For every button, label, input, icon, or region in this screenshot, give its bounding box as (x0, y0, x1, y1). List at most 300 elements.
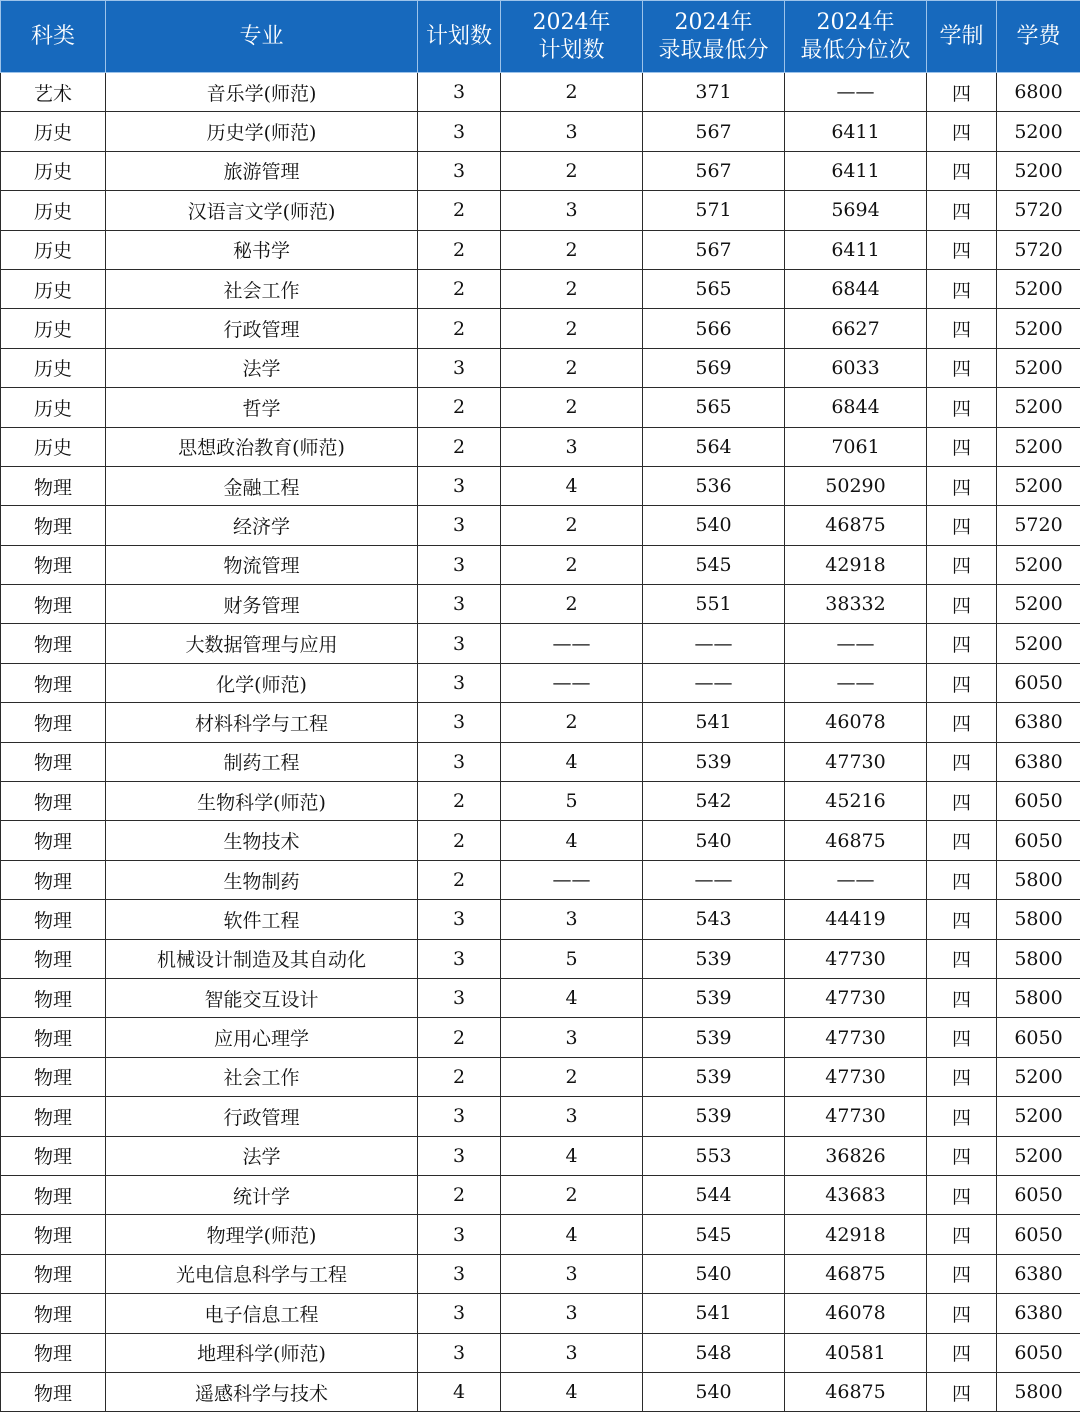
cell-category: 历史 (1, 191, 106, 230)
cell-plan-2024: 3 (501, 112, 643, 151)
cell-plan-2024: 2 (501, 1057, 643, 1096)
cell-tuition: 5200 (997, 269, 1080, 308)
cell-major: 金融工程 (106, 466, 418, 505)
cell-duration: 四 (927, 1294, 997, 1333)
table-row (1, 151, 1080, 190)
cell-min-rank-2024: 47730 (785, 742, 927, 781)
table-row (1, 73, 1080, 112)
cell-tuition: 5200 (997, 427, 1080, 466)
table-row (1, 821, 1080, 860)
cell-min-score-2024: 540 (643, 1254, 785, 1293)
cell-min-rank-2024: 42918 (785, 545, 927, 584)
cell-min-score-2024: 540 (643, 1372, 785, 1411)
cell-plan-2024: —— (501, 860, 643, 899)
cell-min-rank-2024: 47730 (785, 978, 927, 1017)
cell-tuition: 5200 (997, 151, 1080, 190)
table-row (1, 112, 1080, 151)
cell-category: 物理 (1, 742, 106, 781)
cell-plan-2024: 2 (501, 585, 643, 624)
cell-duration: 四 (927, 585, 997, 624)
cell-min-score-2024: 544 (643, 1175, 785, 1214)
cell-min-score-2024: 541 (643, 703, 785, 742)
cell-plan-count: 3 (418, 545, 501, 584)
cell-min-rank-2024: 46078 (785, 703, 927, 742)
cell-major: 应用心理学 (106, 1018, 418, 1057)
cell-category: 物理 (1, 1254, 106, 1293)
column-header-major (106, 1, 418, 73)
table-row (1, 230, 1080, 269)
table-body (1, 73, 1080, 1412)
column-header-duration (927, 1, 997, 73)
cell-major: 生物制药 (106, 860, 418, 899)
cell-min-score-2024: 548 (643, 1333, 785, 1372)
table-row (1, 782, 1080, 821)
cell-duration: 四 (927, 1333, 997, 1372)
cell-major: 生物技术 (106, 821, 418, 860)
cell-plan-count: 2 (418, 1057, 501, 1096)
cell-tuition: 5800 (997, 900, 1080, 939)
cell-plan-2024: 4 (501, 821, 643, 860)
cell-min-rank-2024: 46875 (785, 821, 927, 860)
cell-tuition: 5200 (997, 466, 1080, 505)
cell-plan-count: 3 (418, 1254, 501, 1293)
cell-category: 物理 (1, 1097, 106, 1136)
cell-category: 物理 (1, 1136, 106, 1175)
cell-plan-count: 3 (418, 624, 501, 663)
cell-tuition: 6050 (997, 821, 1080, 860)
cell-category: 物理 (1, 821, 106, 860)
cell-min-score-2024: 540 (643, 506, 785, 545)
cell-min-score-2024: 545 (643, 545, 785, 584)
cell-plan-count: 3 (418, 703, 501, 742)
cell-plan-2024: 5 (501, 939, 643, 978)
cell-min-score-2024: 564 (643, 427, 785, 466)
column-header-category (1, 1, 106, 73)
table-row (1, 466, 1080, 505)
cell-min-rank-2024: 6844 (785, 388, 927, 427)
cell-min-rank-2024: 6844 (785, 269, 927, 308)
cell-major: 生物科学(师范) (106, 782, 418, 821)
cell-plan-2024: 3 (501, 1333, 643, 1372)
cell-duration: 四 (927, 1372, 997, 1411)
cell-tuition: 5200 (997, 348, 1080, 387)
table-row (1, 1254, 1080, 1293)
cell-duration: 四 (927, 663, 997, 702)
cell-duration: 四 (927, 1215, 997, 1254)
cell-category: 物理 (1, 782, 106, 821)
cell-plan-2024: 4 (501, 466, 643, 505)
cell-min-score-2024: 539 (643, 742, 785, 781)
cell-duration: 四 (927, 703, 997, 742)
cell-plan-count: 3 (418, 585, 501, 624)
cell-major: 汉语言文学(师范) (106, 191, 418, 230)
cell-major: 旅游管理 (106, 151, 418, 190)
cell-category: 物理 (1, 703, 106, 742)
cell-plan-count: 2 (418, 269, 501, 308)
cell-plan-2024: —— (501, 624, 643, 663)
cell-tuition: 5800 (997, 939, 1080, 978)
table-row (1, 545, 1080, 584)
cell-min-rank-2024: 43683 (785, 1175, 927, 1214)
table-row (1, 1057, 1080, 1096)
cell-plan-count: 3 (418, 742, 501, 781)
cell-min-score-2024: 539 (643, 978, 785, 1017)
cell-min-score-2024: 542 (643, 782, 785, 821)
cell-min-rank-2024: 5694 (785, 191, 927, 230)
cell-min-score-2024: 567 (643, 112, 785, 151)
cell-plan-2024: 2 (501, 545, 643, 584)
table-row (1, 1215, 1080, 1254)
cell-plan-count: 3 (418, 1215, 501, 1254)
cell-plan-count: 3 (418, 939, 501, 978)
cell-tuition: 6050 (997, 782, 1080, 821)
cell-category: 物理 (1, 978, 106, 1017)
cell-tuition: 6380 (997, 742, 1080, 781)
cell-plan-2024: 2 (501, 506, 643, 545)
cell-tuition: 5800 (997, 978, 1080, 1017)
cell-duration: 四 (927, 782, 997, 821)
column-header-line1: 计划数 (418, 23, 500, 51)
cell-plan-count: 3 (418, 1294, 501, 1333)
cell-plan-2024: 3 (501, 900, 643, 939)
cell-category: 物理 (1, 466, 106, 505)
cell-duration: 四 (927, 821, 997, 860)
cell-plan-2024: 2 (501, 230, 643, 269)
cell-duration: 四 (927, 151, 997, 190)
cell-duration: 四 (927, 1097, 997, 1136)
cell-plan-count: 2 (418, 309, 501, 348)
column-header-line2: 录取最低分 (643, 37, 784, 65)
cell-min-rank-2024: 6627 (785, 309, 927, 348)
cell-min-rank-2024: 46875 (785, 1254, 927, 1293)
cell-plan-2024: 2 (501, 151, 643, 190)
cell-tuition: 6380 (997, 703, 1080, 742)
cell-major: 经济学 (106, 506, 418, 545)
cell-duration: 四 (927, 1175, 997, 1214)
cell-min-rank-2024: 47730 (785, 1018, 927, 1057)
cell-tuition: 5800 (997, 860, 1080, 899)
cell-min-score-2024: 539 (643, 1097, 785, 1136)
cell-plan-2024: 2 (501, 309, 643, 348)
cell-min-score-2024: 541 (643, 1294, 785, 1333)
cell-min-rank-2024: 47730 (785, 1097, 927, 1136)
cell-major: 遥感科学与技术 (106, 1372, 418, 1411)
cell-min-score-2024: 540 (643, 821, 785, 860)
cell-plan-2024: 4 (501, 978, 643, 1017)
cell-duration: 四 (927, 112, 997, 151)
cell-plan-count: 3 (418, 466, 501, 505)
cell-plan-2024: 2 (501, 73, 643, 112)
cell-major: 行政管理 (106, 1097, 418, 1136)
cell-major: 光电信息科学与工程 (106, 1254, 418, 1293)
cell-min-rank-2024: 6411 (785, 151, 927, 190)
cell-plan-count: 3 (418, 900, 501, 939)
column-header-line1: 学费 (997, 23, 1080, 51)
cell-plan-count: 3 (418, 73, 501, 112)
cell-duration: 四 (927, 1254, 997, 1293)
cell-duration: 四 (927, 978, 997, 1017)
column-header-line1: 学制 (927, 23, 996, 51)
cell-tuition: 5800 (997, 1372, 1080, 1411)
cell-tuition: 5200 (997, 309, 1080, 348)
column-header-line1: 专业 (106, 23, 417, 51)
table-row (1, 1136, 1080, 1175)
cell-major: 统计学 (106, 1175, 418, 1214)
cell-major: 秘书学 (106, 230, 418, 269)
cell-major: 电子信息工程 (106, 1294, 418, 1333)
column-header-line1: 科类 (1, 23, 105, 51)
cell-min-score-2024: 569 (643, 348, 785, 387)
cell-category: 物理 (1, 624, 106, 663)
cell-duration: 四 (927, 466, 997, 505)
cell-major: 物流管理 (106, 545, 418, 584)
cell-plan-count: 3 (418, 1136, 501, 1175)
column-header-line1: 2024年 (643, 9, 784, 37)
cell-category: 物理 (1, 900, 106, 939)
cell-min-rank-2024: 36826 (785, 1136, 927, 1175)
table-row (1, 506, 1080, 545)
cell-category: 历史 (1, 151, 106, 190)
cell-category: 艺术 (1, 73, 106, 112)
column-header-tuition (997, 1, 1080, 73)
cell-category: 物理 (1, 1175, 106, 1214)
cell-major: 法学 (106, 348, 418, 387)
table-row (1, 978, 1080, 1017)
cell-plan-count: 2 (418, 191, 501, 230)
table-row (1, 1333, 1080, 1372)
column-header-min-score-2024 (643, 1, 785, 73)
column-header-line1: 2024年 (785, 9, 926, 37)
table-row (1, 742, 1080, 781)
cell-plan-2024: 3 (501, 1097, 643, 1136)
cell-plan-2024: 2 (501, 1175, 643, 1214)
cell-category: 物理 (1, 1215, 106, 1254)
cell-tuition: 5200 (997, 624, 1080, 663)
table-row (1, 939, 1080, 978)
column-header-plan-2024 (501, 1, 643, 73)
cell-plan-2024: 3 (501, 191, 643, 230)
cell-plan-2024: 3 (501, 1294, 643, 1333)
table-row (1, 703, 1080, 742)
cell-plan-count: 3 (418, 978, 501, 1017)
cell-tuition: 6050 (997, 1333, 1080, 1372)
table-header (1, 1, 1080, 73)
cell-min-rank-2024: —— (785, 663, 927, 702)
cell-duration: 四 (927, 1136, 997, 1175)
cell-min-score-2024: —— (643, 663, 785, 702)
cell-category: 物理 (1, 1333, 106, 1372)
cell-major: 财务管理 (106, 585, 418, 624)
cell-category: 物理 (1, 585, 106, 624)
cell-duration: 四 (927, 388, 997, 427)
cell-tuition: 5720 (997, 506, 1080, 545)
cell-min-score-2024: —— (643, 624, 785, 663)
cell-plan-2024: 2 (501, 269, 643, 308)
cell-tuition: 5200 (997, 585, 1080, 624)
cell-plan-count: 2 (418, 1018, 501, 1057)
cell-tuition: 6800 (997, 73, 1080, 112)
cell-plan-2024: 2 (501, 703, 643, 742)
cell-min-rank-2024: 38332 (785, 585, 927, 624)
cell-tuition: 5200 (997, 1097, 1080, 1136)
cell-plan-count: 3 (418, 1333, 501, 1372)
cell-plan-2024: 4 (501, 1372, 643, 1411)
cell-duration: 四 (927, 73, 997, 112)
cell-min-score-2024: 565 (643, 388, 785, 427)
cell-min-rank-2024: 44419 (785, 900, 927, 939)
cell-tuition: 5720 (997, 230, 1080, 269)
cell-duration: 四 (927, 624, 997, 663)
cell-min-score-2024: 539 (643, 939, 785, 978)
cell-min-rank-2024: 46875 (785, 506, 927, 545)
cell-min-rank-2024: —— (785, 73, 927, 112)
table-row (1, 348, 1080, 387)
cell-duration: 四 (927, 1057, 997, 1096)
cell-duration: 四 (927, 427, 997, 466)
cell-major: 法学 (106, 1136, 418, 1175)
cell-plan-count: 3 (418, 348, 501, 387)
table-row (1, 900, 1080, 939)
cell-min-rank-2024: —— (785, 624, 927, 663)
column-header-line2: 计划数 (501, 37, 642, 65)
cell-duration: 四 (927, 506, 997, 545)
cell-major: 社会工作 (106, 1057, 418, 1096)
cell-min-score-2024: 371 (643, 73, 785, 112)
cell-plan-count: 2 (418, 427, 501, 466)
cell-category: 物理 (1, 1057, 106, 1096)
cell-plan-2024: 5 (501, 782, 643, 821)
cell-duration: 四 (927, 1018, 997, 1057)
table-row (1, 191, 1080, 230)
cell-major: 大数据管理与应用 (106, 624, 418, 663)
cell-major: 行政管理 (106, 309, 418, 348)
cell-min-score-2024: 571 (643, 191, 785, 230)
cell-min-score-2024: 553 (643, 1136, 785, 1175)
cell-category: 历史 (1, 230, 106, 269)
cell-duration: 四 (927, 860, 997, 899)
cell-plan-2024: 3 (501, 1018, 643, 1057)
cell-plan-2024: 4 (501, 742, 643, 781)
cell-min-rank-2024: 47730 (785, 1057, 927, 1096)
cell-plan-count: 4 (418, 1372, 501, 1411)
cell-major: 材料科学与工程 (106, 703, 418, 742)
cell-tuition: 6380 (997, 1254, 1080, 1293)
table-row (1, 1372, 1080, 1411)
cell-plan-2024: 2 (501, 348, 643, 387)
column-header-line2: 最低分位次 (785, 37, 926, 65)
table-row (1, 1294, 1080, 1333)
cell-category: 物理 (1, 663, 106, 702)
cell-min-rank-2024: 40581 (785, 1333, 927, 1372)
cell-major: 化学(师范) (106, 663, 418, 702)
cell-min-rank-2024: 45216 (785, 782, 927, 821)
cell-plan-count: 2 (418, 230, 501, 269)
cell-plan-count: 2 (418, 821, 501, 860)
cell-duration: 四 (927, 545, 997, 584)
table-row (1, 860, 1080, 899)
cell-min-score-2024: 567 (643, 151, 785, 190)
cell-plan-2024: 2 (501, 388, 643, 427)
cell-min-score-2024: 543 (643, 900, 785, 939)
cell-category: 历史 (1, 112, 106, 151)
cell-tuition: 5200 (997, 545, 1080, 584)
cell-duration: 四 (927, 269, 997, 308)
cell-major: 智能交互设计 (106, 978, 418, 1017)
cell-duration: 四 (927, 230, 997, 269)
cell-duration: 四 (927, 348, 997, 387)
cell-duration: 四 (927, 900, 997, 939)
column-header-plan-count (418, 1, 501, 73)
table-row (1, 269, 1080, 308)
cell-duration: 四 (927, 191, 997, 230)
cell-plan-2024: —— (501, 663, 643, 702)
cell-category: 物理 (1, 939, 106, 978)
cell-tuition: 6050 (997, 1215, 1080, 1254)
table-row (1, 427, 1080, 466)
cell-min-score-2024: 545 (643, 1215, 785, 1254)
cell-min-score-2024: 539 (643, 1057, 785, 1096)
header-row (1, 1, 1080, 73)
cell-duration: 四 (927, 939, 997, 978)
cell-major: 制药工程 (106, 742, 418, 781)
cell-tuition: 5200 (997, 112, 1080, 151)
cell-plan-2024: 4 (501, 1136, 643, 1175)
cell-tuition: 6050 (997, 1018, 1080, 1057)
cell-plan-count: 3 (418, 151, 501, 190)
cell-plan-count: 3 (418, 506, 501, 545)
cell-plan-2024: 3 (501, 427, 643, 466)
cell-plan-count: 2 (418, 782, 501, 821)
cell-duration: 四 (927, 742, 997, 781)
cell-min-rank-2024: 47730 (785, 939, 927, 978)
cell-major: 物理学(师范) (106, 1215, 418, 1254)
cell-category: 历史 (1, 269, 106, 308)
cell-category: 物理 (1, 1018, 106, 1057)
cell-major: 音乐学(师范) (106, 73, 418, 112)
cell-tuition: 5200 (997, 1057, 1080, 1096)
cell-min-rank-2024: 50290 (785, 466, 927, 505)
cell-min-score-2024: —— (643, 860, 785, 899)
cell-min-rank-2024: 6411 (785, 112, 927, 151)
table-row (1, 624, 1080, 663)
cell-plan-count: 2 (418, 860, 501, 899)
cell-plan-2024: 4 (501, 1215, 643, 1254)
cell-category: 物理 (1, 506, 106, 545)
cell-tuition: 5200 (997, 1136, 1080, 1175)
cell-major: 社会工作 (106, 269, 418, 308)
table-row (1, 1175, 1080, 1214)
cell-major: 历史学(师范) (106, 112, 418, 151)
table-row (1, 585, 1080, 624)
cell-min-rank-2024: 7061 (785, 427, 927, 466)
cell-major: 软件工程 (106, 900, 418, 939)
cell-min-score-2024: 566 (643, 309, 785, 348)
cell-category: 历史 (1, 388, 106, 427)
cell-category: 历史 (1, 427, 106, 466)
cell-tuition: 6380 (997, 1294, 1080, 1333)
column-header-min-rank-2024 (785, 1, 927, 73)
cell-min-rank-2024: 6033 (785, 348, 927, 387)
cell-category: 物理 (1, 1294, 106, 1333)
cell-major: 机械设计制造及其自动化 (106, 939, 418, 978)
table-row (1, 663, 1080, 702)
table-row (1, 388, 1080, 427)
cell-plan-count: 3 (418, 112, 501, 151)
cell-tuition: 5720 (997, 191, 1080, 230)
cell-category: 物理 (1, 860, 106, 899)
cell-tuition: 6050 (997, 1175, 1080, 1214)
cell-category: 物理 (1, 1372, 106, 1411)
